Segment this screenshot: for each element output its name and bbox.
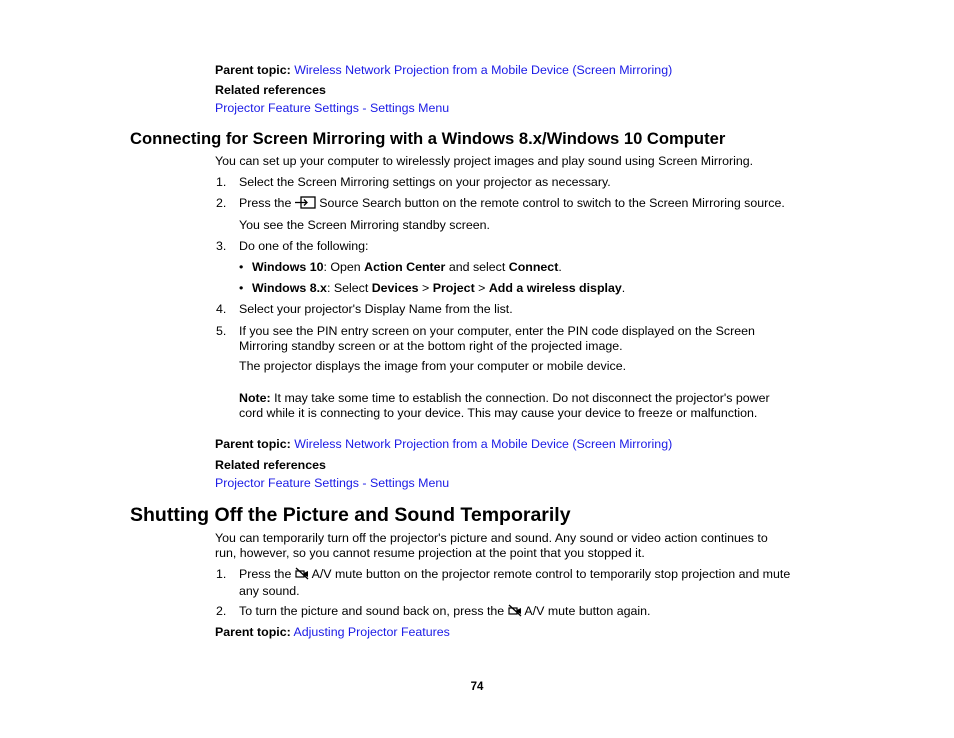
related-reference-link[interactable]: Projector Feature Settings - Settings Menu (215, 101, 450, 115)
parent-topic-link[interactable]: Adjusting Projector Features (293, 625, 450, 639)
step-2-result: You see the Screen Mirroring standby screen. (239, 218, 490, 232)
step-number: 2. (216, 604, 227, 618)
step-text: Press the A/V mute button on the projector remote control to temporarily stop projection and mute any sound. (239, 567, 791, 598)
note-text: cord while it is connecting to your device. This may cause your device to freeze or malfunction. (239, 405, 758, 420)
step-text: Do one of the following: (239, 239, 369, 253)
related-reference-link[interactable]: Projector Feature Settings - Settings Menu (215, 476, 450, 490)
section-intro: You can set up your computer to wirelessly project images and play sound using Screen Mirroring. (215, 154, 754, 168)
av-mute-icon (295, 567, 309, 584)
step-number: 3. (216, 239, 227, 253)
step-number: 1. (216, 567, 227, 581)
step-number: 1. (216, 175, 227, 189)
related-references-label: Related references (215, 83, 326, 97)
source-search-icon (295, 196, 316, 213)
step-text: Select the Screen Mirroring settings on your projector as necessary. (239, 175, 611, 189)
parent-topic-link[interactable]: Wireless Network Projection from a Mobile Device (Screen Mirroring) (294, 63, 673, 77)
step-number: 4. (216, 302, 227, 316)
section-heading-shutting-off: Shutting Off the Picture and Sound Temporarily (130, 504, 571, 526)
section-intro: You can temporarily turn off the projector's picture and sound. Any sound or video action continues to run, however, so you cannot resume projection at the point that you stopped it. (215, 531, 768, 560)
parent-topic-link[interactable]: Wireless Network Projection from a Mobile Device (Screen Mirroring) (294, 437, 673, 451)
step-5-result: The projector displays the image from your computer or mobile device. (239, 359, 627, 373)
av-mute-icon (508, 604, 522, 621)
step-text: If you see the PIN entry screen on your computer, enter the PIN code displayed on the Screen Mirroring standby screen or at the bottom right of the projected image. (239, 324, 755, 353)
parent-topic-label: Parent topic: (215, 437, 291, 451)
bullet-icon: • (239, 281, 244, 295)
step-number: 5. (216, 324, 227, 338)
step-text: To turn the picture and sound back on, press the A/V mute button again. (239, 604, 650, 621)
parent-topic (215, 63, 672, 78)
parent-topic-label: Parent topic: (215, 63, 291, 77)
section-heading-windows: Connecting for Screen Mirroring with a Windows 8.x/Windows 10 Computer (130, 129, 726, 148)
note-text: It may take some time to establish the connection. Do not disconnect the projector's power (270, 391, 770, 405)
bullet-text: Windows 10: Open Action Center and select Connect. (252, 260, 562, 274)
note (239, 391, 770, 420)
step-text: Select your projector's Display Name from the list. (239, 302, 513, 316)
note-label: Note: (239, 391, 271, 405)
parent-topic-label: Parent topic: (215, 625, 291, 639)
related-references-label: Related references (215, 458, 326, 472)
step-text: Press the Source Search button on the remote control to switch to the Screen Mirroring source. (239, 196, 785, 213)
bullet-icon: • (239, 260, 244, 274)
page-number: 74 (470, 681, 484, 693)
bullet-text: Windows 8.x: Select Devices > Project > Add a wireless display. (252, 281, 626, 295)
step-number: 2. (216, 196, 227, 210)
parent-topic (215, 625, 450, 640)
parent-topic (215, 437, 672, 452)
